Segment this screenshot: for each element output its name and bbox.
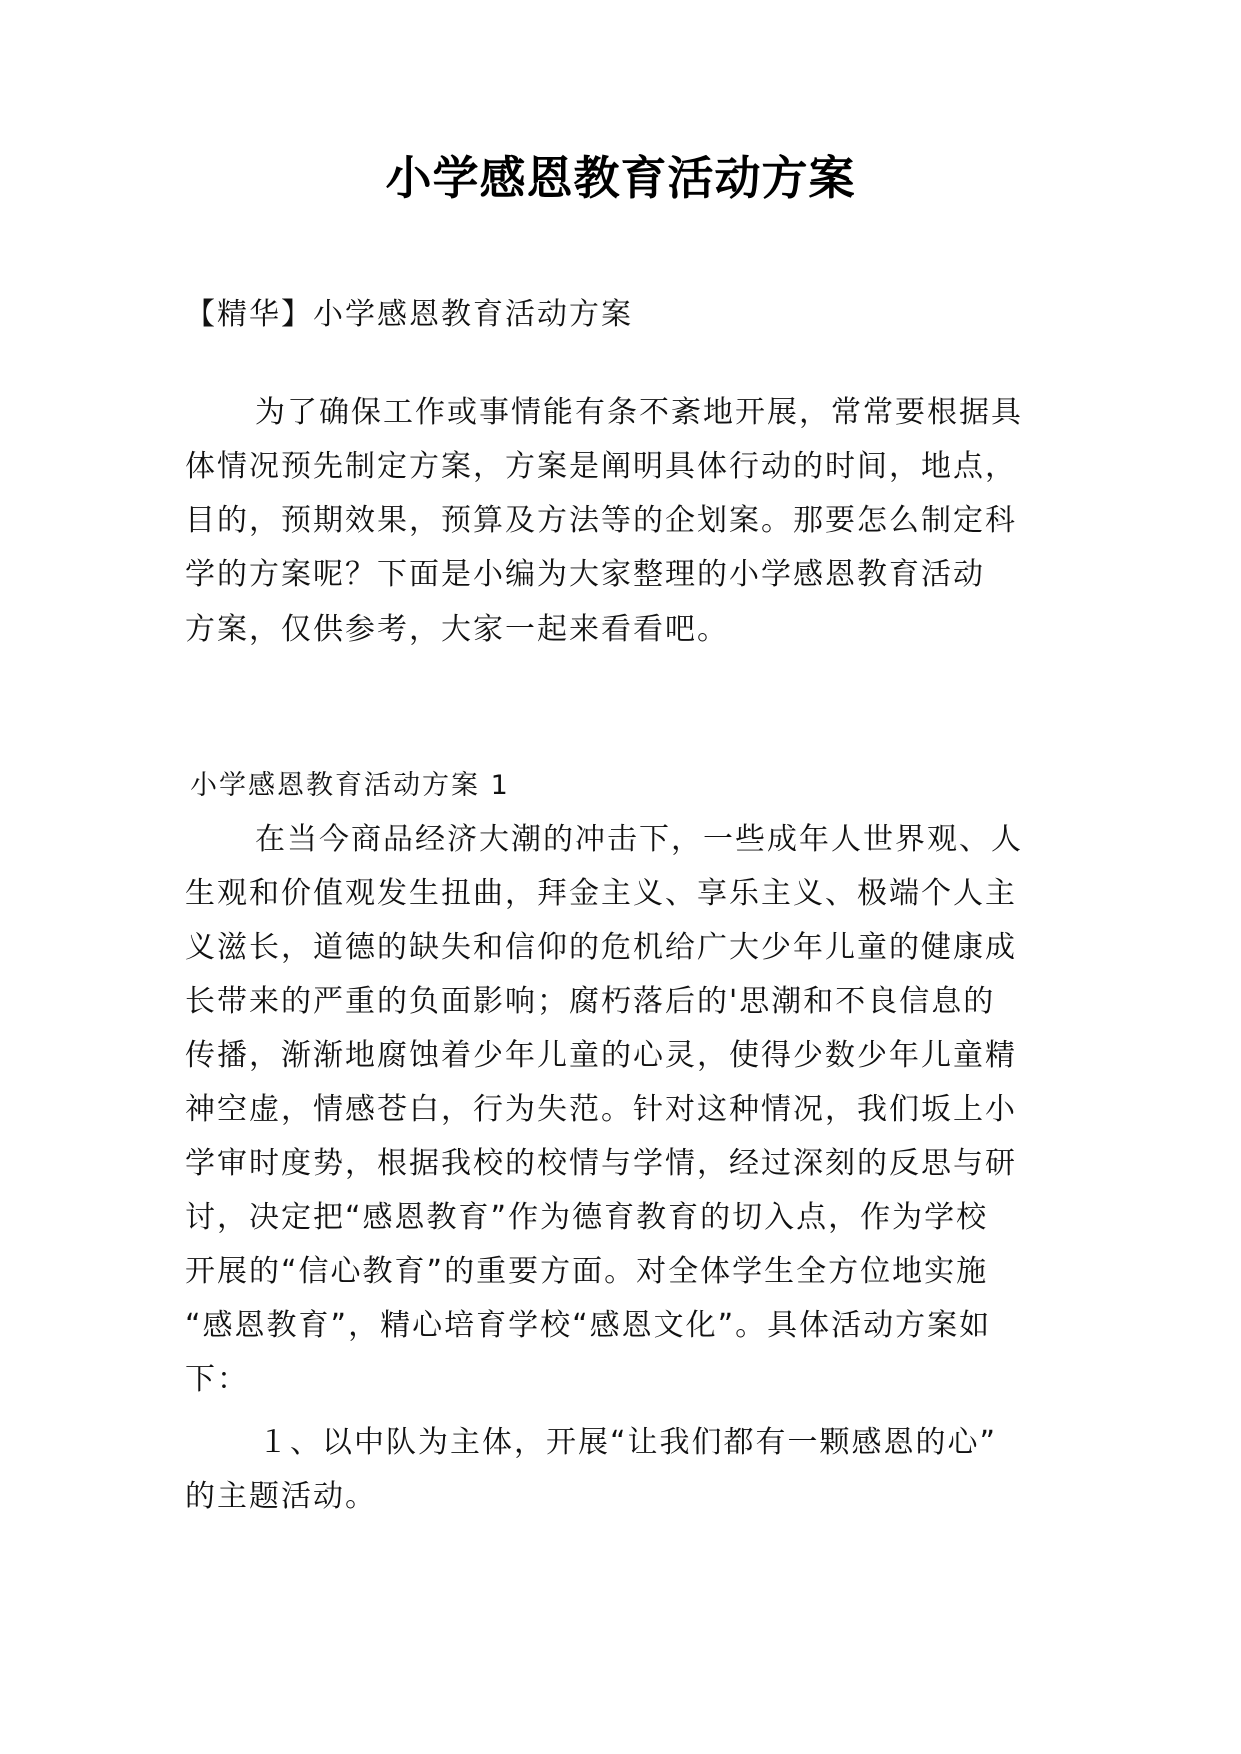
body-line: 传播，渐渐地腐蚀着少年儿童的心灵，使得少数少年儿童精	[185, 1038, 1017, 1073]
body-line: 在当今商品经济大潮的冲击下，一些成年人世界观、人	[255, 822, 1023, 857]
body-line: 学审时度势，根据我校的校情与学情，经过深刻的反思与研	[185, 1146, 1017, 1181]
intro-line: 为了确保工作或事情能有条不紊地开展，常常要根据具	[255, 395, 1023, 430]
intro-line: 学的方案呢？下面是小编为大家整理的小学感恩教育活动	[185, 557, 985, 592]
body-line: 下：	[185, 1362, 249, 1397]
body-line: 义滋长，道德的缺失和信仰的危机给广大少年儿童的健康成	[185, 930, 1017, 965]
intro-line: 方案，仅供参考，大家一起来看看吧。	[185, 612, 729, 647]
intro-line: 目的，预期效果，预算及方法等的企划案。那要怎么制定科	[185, 503, 1017, 538]
body-line: 开展的“信心教育”的重要方面。对全体学生全方位地实施	[185, 1254, 989, 1289]
document-subtitle: 【精华】小学感恩教育活动方案	[185, 297, 633, 332]
document-title: 小学感恩教育活动方案	[385, 151, 856, 205]
body-line: 生观和价值观发生扭曲，拜金主义、享乐主义、极端个人主	[185, 876, 1017, 911]
body-line: 长带来的严重的负面影响；腐朽落后的'思潮和不良信息的	[185, 984, 996, 1019]
body-line: 讨，决定把“感恩教育”作为德育教育的切入点，作为学校	[185, 1200, 989, 1235]
section-heading: 小学感恩教育活动方案 1	[190, 770, 510, 801]
item-line: １、以中队为主体，开展“让我们都有一颗感恩的心”	[258, 1425, 998, 1460]
item-line: 的主题活动。	[185, 1479, 377, 1514]
body-line: 神空虚，情感苍白，行为失范。针对这种情况，我们坂上小	[185, 1092, 1017, 1127]
intro-line: 体情况预先制定方案，方案是阐明具体行动的时间，地点，	[185, 449, 1017, 484]
body-line: “感恩教育”，精心培育学校“感恩文化”。具体活动方案如	[185, 1308, 992, 1343]
